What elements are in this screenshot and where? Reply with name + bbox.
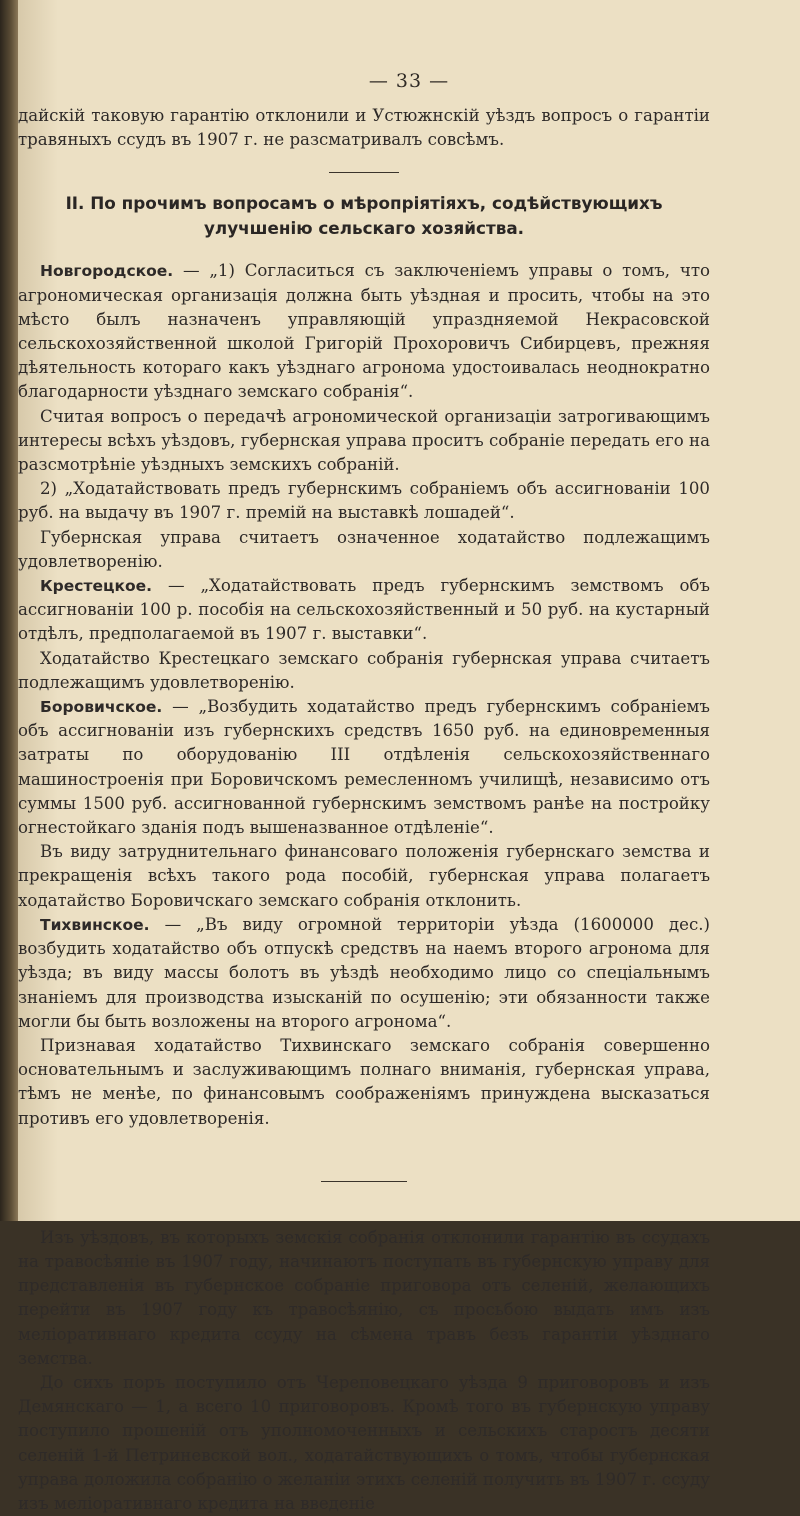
krestets-resolution-text: — „Ходатайствовать предъ губернскимъ земствомъ объ ассигнованіи 100 р. пособія на сельскохозяйственный и 50 руб. на кустарный отдѣлъ, предполагаемой въ 1907 г. выставки“.	[18, 576, 710, 644]
novgorod-comment-1: Считая вопросъ о передачѣ агрономической организаціи затрогивающимъ интересы всѣхъ уѣздовъ, губернская управа проситъ собраніе передать его на разсмотрѣніе уѣздныхъ земскихъ собраній.	[18, 406, 710, 475]
section-divider	[329, 172, 399, 173]
borovichi-resolution-text: — „Возбудить ходатайство предъ губернскимъ собраніемъ объ ассигнованіи изъ губернскихъ средствъ 1650 руб. на единовременныя затраты по оборудованію III отдѣленія сельскохозяйственнаго машиностроенія при Боровичскомъ ремесленномъ училищѣ, независимо отъ суммы 1500 руб. ассигнованной губернскимъ земствомъ ранѣе на постройку огнестойкаго зданія подъ вышеназванное отдѣленіе“.	[18, 697, 710, 838]
section-heading: II. По прочимъ вопросамъ о мѣропріятіяхъ, содѣйствующихъ улучшенію сельскаго хозяйства.	[65, 193, 663, 239]
closing-divider	[321, 1181, 407, 1182]
page-number: — 33 —	[368, 70, 450, 92]
tikhvin-comment: Признавая ходатайство Тихвинскаго земскаго собранія совершенно основательнымъ и заслуживающимъ полнаго вниманія, губернская управа, тѣмъ не менѣе, по финансовымъ соображеніямъ принуждена высказаться противъ его удовлетворенія.	[18, 1035, 710, 1128]
novgorod-lead: Новгородское.	[40, 262, 174, 281]
final-paragraph-2: До сихъ поръ поступило отъ Череповецкаго уѣзда 9 приговоровъ и изъ Демянскаго — 1, а всего 10 приговоровъ. Кромѣ того въ губернскую управу поступило прошеній отъ уполномоченныхъ и сельскихъ старостъ десяти селеній 1-й Петриневской вол., ходатайствующихъ о томъ, чтобы губернская управа доложила собранію о желаніи этихъ селеній получить въ 1907 г. ссуду изъ меліоративнаго кредита на введеніе	[18, 1372, 711, 1513]
tikhvin-resolution-text: — „Въ виду огромной территоріи уѣзда (1600000 дес.) возбудить ходатайство объ отпускѣ средствъ на наемъ второго агронома для уѣзда; въ виду массы болотъ въ уѣздѣ необходимо лицо со спеціальнымъ знаніемъ для производства изысканій по осушенію; эти обязанности также могли бы быть возложены на второго агронома“.	[18, 914, 710, 1031]
final-paragraph-1: Изъ уѣздовъ, въ которыхъ земскія собранія отклонили гарантію въ ссудахъ на травосѣяніе въ 1907 году, начинаютъ поступать въ губернскую управу для представленія въ губернское собраніе приговора отъ селеній, желающихъ перейти въ 1907 году къ травосѣянію, съ просьбою выдать имъ изъ меліоративнаго кредита ссуду на сѣмена травъ безъ гарантіи уѣзднаго земства.	[18, 1227, 710, 1368]
novgorod-resolution-1-text: — „1) Согласиться съ заключеніемъ управы о томъ, что агрономическая организація должна быть уѣздная и просить, чтобы на это мѣсто былъ назначенъ управляющій упраздняемой Некрасовской сельскохозяйственной школой Григорій Прохоровичъ Сибирцевъ, прежняя дѣятельность котораго какъ уѣзднаго агронома удостоивалась неоднократно благодарности уѣзднаго земскаго собранія“.	[18, 261, 710, 402]
borovichi-resolution	[18, 695, 710, 840]
tikhvin-lead: Тихвинское.	[40, 915, 150, 934]
tikhvin-resolution	[18, 913, 710, 1034]
borovichi-comment: Въ виду затруднительнаго финансоваго положенія губернскаго земства и прекращенія всѣхъ такого рода пособій, губернская управа полагаетъ ходатайство Боровичскаго земскаго собранія отклонить.	[18, 842, 710, 910]
krestets-lead: Крестецкое.	[40, 577, 153, 596]
krestets-comment: Ходатайство Крестецкаго земскаго собранія губернская управа считаетъ подлежащимъ удовлетворенію.	[18, 648, 710, 692]
novgorod-resolution-2: 2) „Ходатайствовать предъ губернскимъ собраніемъ объ ассигнованіи 100 руб. на выдачу въ 1907 г. премій на выставкѣ лошадей“.	[18, 479, 710, 523]
krestets-resolution	[18, 574, 710, 647]
novgorod-comment-2: Губернская управа считаетъ означенное ходатайство подлежащимъ удовлетворенію.	[18, 527, 710, 571]
document-page	[18, 0, 800, 1513]
book-spine-edge	[0, 0, 18, 1221]
novgorod-resolution-1	[18, 259, 710, 404]
continued-paragraph: дайскій таковую гарантію отклонили и Устюжнскій уѣздъ вопросъ о гарантіи травяныхъ ссудъ въ 1907 г. не разсматривалъ совсѣмъ.	[18, 106, 710, 150]
page-body	[18, 104, 710, 1516]
borovichi-lead: Боровичское.	[40, 698, 163, 717]
